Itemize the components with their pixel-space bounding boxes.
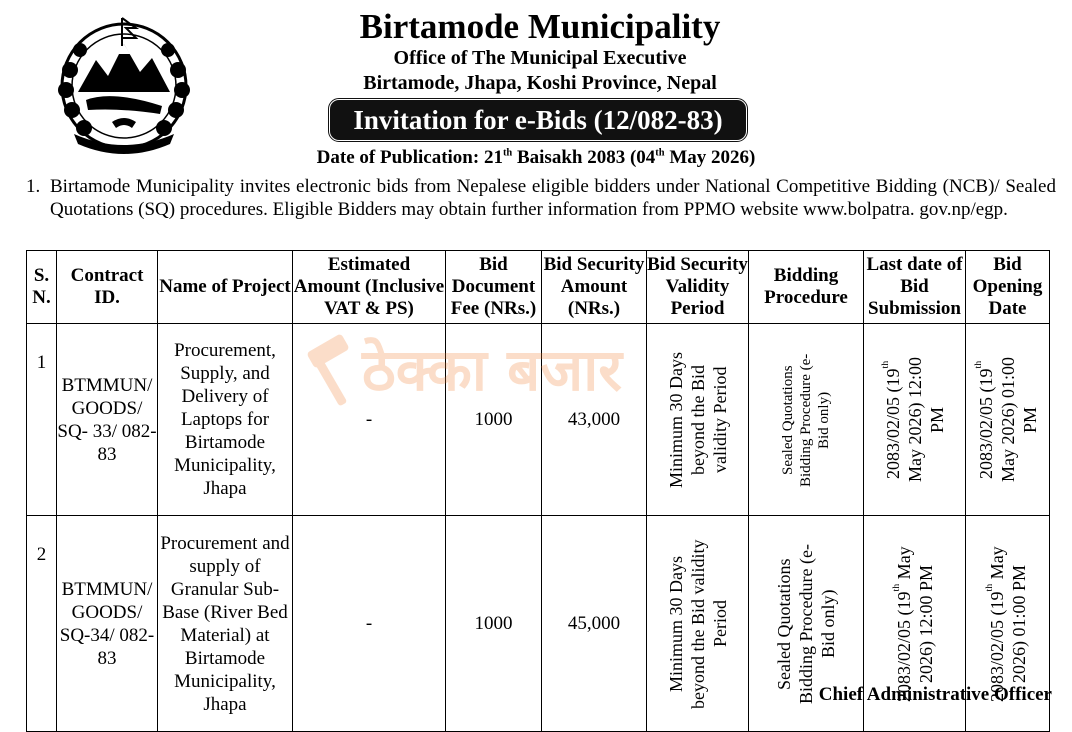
cell-last-date: 2083/02/05 (19th May 2026) 12:00 PM	[864, 516, 966, 732]
table-row	[27, 324, 1050, 516]
header-security-amount: Bid Security Amount (NRs.)	[542, 251, 647, 324]
cell-contract-id: BTMMUN/ GOODS/ SQ-34/ 082-83	[57, 516, 158, 732]
cell-procedure: Sealed Quotations Bidding Procedure (e-Bid only)	[749, 516, 864, 732]
signature-title: Chief Administrative Officer	[818, 684, 1052, 705]
cell-validity: Minimum 30 Days beyond the Bid validity Period	[647, 516, 749, 732]
table-header-row	[27, 251, 1050, 324]
cell-validity: Minimum 30 Days beyond the Bid validity Period	[647, 324, 749, 516]
nepal-government-emblem-icon	[52, 10, 196, 158]
header-opening-date: Bid Opening Date	[966, 251, 1050, 324]
cell-estimated-amount: -	[293, 324, 446, 516]
cell-sn: 2	[27, 516, 57, 732]
office-address: Birtamode, Jhapa, Koshi Province, Nepal	[363, 72, 717, 94]
cell-opening-date: 2083/02/05 (19th May 2026) 01:00 PM	[966, 324, 1050, 516]
invitation-title: Invitation for e-Bids (12/082-83)	[330, 100, 746, 140]
header-sn: S. N.	[27, 251, 57, 324]
notice-paragraph	[26, 175, 1056, 221]
municipality-name: Birtamode Municipality	[359, 7, 721, 46]
header-estimated-amount: Estimated Amount (Inclusive VAT & PS)	[293, 251, 446, 324]
office-name: Office of The Municipal Executive	[393, 47, 687, 69]
cell-doc-fee: 1000	[446, 324, 542, 516]
header-doc-fee: Bid Document Fee (NRs.)	[446, 251, 542, 324]
cell-security-amount: 43,000	[542, 324, 647, 516]
cell-last-date: 2083/02/05 (19th May 2026) 12:00 PM	[864, 324, 966, 516]
cell-opening-date: 2083/02/05 (19th May 2026) 01:00 PM	[966, 516, 1050, 732]
bid-table	[26, 250, 1050, 732]
header-contract-id: Contract ID.	[57, 251, 158, 324]
cell-estimated-amount: -	[293, 516, 446, 732]
header-procedure: Bidding Procedure	[749, 251, 864, 324]
publication-date: Date of Publication: 21th Baisakh 2083 (04th May 2026)	[316, 147, 756, 168]
cell-project: Procurement, Supply, and Delivery of Laptops for Birtamode Municipality, Jhapa	[158, 324, 293, 516]
watermark-text: ठेक्का बजार	[362, 336, 622, 404]
cell-contract-id: BTMMUN/ GOODS/ SQ- 33/ 082-83	[57, 324, 158, 516]
invitation-banner	[330, 100, 746, 140]
cell-doc-fee: 1000	[446, 516, 542, 732]
header-last-date: Last date of Bid Submission	[864, 251, 966, 324]
cell-procedure: Sealed Quotations Bidding Procedure (e-Bid only)	[749, 324, 864, 516]
bid-table-container	[26, 250, 1050, 732]
header-project-name: Name of Project	[158, 251, 293, 324]
header-validity: Bid Security Validity Period	[647, 251, 749, 324]
notice-text: Birtamode Municipality invites electronic bids from Nepalese eligible bidders under National Competitive Bidding (NCB)/ Sealed Quotations (SQ) procedures. Eligible Bidders may obtain further information from PPMO website www.bolpatra. gov.np/egp.	[50, 176, 1056, 220]
cell-sn: 1	[27, 324, 57, 516]
notice-number: 1.	[26, 176, 41, 197]
cell-project: Procurement and supply of Granular Sub-Base (River Bed Material) at Birtamode Municipality, Jhapa	[158, 516, 293, 732]
cell-security-amount: 45,000	[542, 516, 647, 732]
